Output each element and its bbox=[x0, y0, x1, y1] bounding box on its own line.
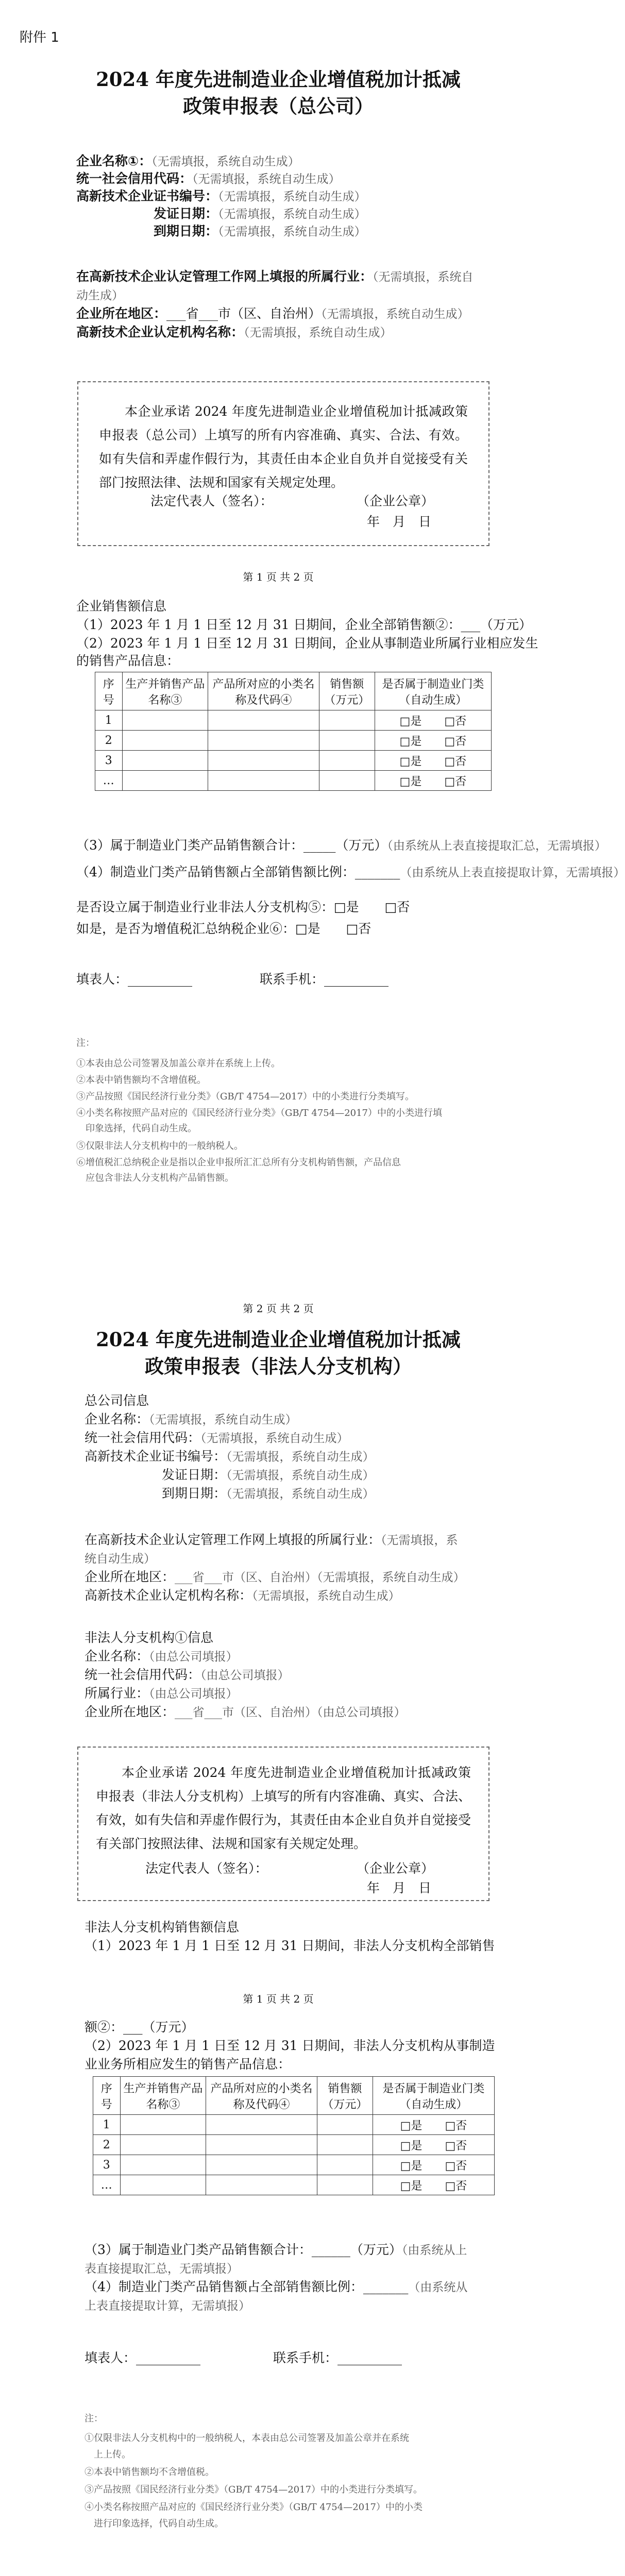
doc1-q2-line1: （2）2023 年 1 月 1 日至 12 月 31 日期间，企业从事制造业所属行业相应发生 bbox=[76, 636, 538, 651]
cell-seq: … bbox=[93, 2175, 121, 2195]
cell-product[interactable] bbox=[120, 2155, 206, 2175]
doc1-field-credit-code: 统一社会信用代码：（无需填报，系统自动生成） bbox=[76, 171, 341, 186]
doc2-pledge-box bbox=[77, 1747, 489, 1901]
th-is-mfg: 是否属于制造业门类（自动生成） bbox=[373, 2077, 494, 2115]
table-row bbox=[95, 771, 492, 791]
table-row bbox=[95, 751, 492, 771]
cell-is-mfg: □是 □否 bbox=[375, 771, 491, 791]
doc1-q2-line2: 的销售产品信息： bbox=[76, 653, 180, 668]
cell-sales[interactable] bbox=[319, 710, 375, 731]
cell-sales[interactable] bbox=[317, 2175, 373, 2195]
th-sales: 销售额（万元） bbox=[317, 2077, 373, 2115]
th-product: 生产并销售产品名称③ bbox=[122, 672, 208, 710]
th-is-mfg: 是否属于制造业门类（自动生成） bbox=[375, 672, 491, 710]
cell-product[interactable] bbox=[122, 751, 208, 771]
cell-is-mfg: □是 □否 bbox=[375, 751, 491, 771]
doc2-phone: 联系手机：__________ bbox=[273, 2350, 402, 2365]
doc1-note-5: ⑤仅限非法人分支机构中的一般纳税人。 bbox=[76, 1141, 243, 1151]
doc2-br-field-area: 企业所在地区：___省___市（区、自治州）（由总公司填报） bbox=[85, 1704, 406, 1719]
doc2-field-industry-cont: 统自动生成） bbox=[85, 1552, 156, 1566]
doc2-branch-heading: 非法人分支机构①信息 bbox=[85, 1630, 214, 1645]
doc2-q4: （4）制造业门类产品销售额占全部销售额比例：_______（由系统从 bbox=[85, 2279, 468, 2294]
doc1-title-line2: 政策申报表（总公司） bbox=[183, 95, 374, 117]
doc1-note-3: ③产品按照《国民经济行业分类》（GB/T 4754—2017）中的小类进行分类填写。 bbox=[76, 1091, 415, 1102]
doc1-seal: （企业公章） bbox=[357, 494, 434, 509]
cell-seq: 1 bbox=[95, 710, 123, 731]
cell-seq: 2 bbox=[95, 731, 123, 751]
cell-class[interactable] bbox=[206, 2115, 317, 2135]
doc1-note-2: ②本表中销售额均不含增值税。 bbox=[76, 1075, 206, 1086]
doc2-q1-line2: 额②：___（万元） bbox=[85, 2020, 194, 2035]
cell-class[interactable] bbox=[206, 2135, 317, 2155]
doc1-field-name: 企业名称①：（无需填报，系统自动生成） bbox=[76, 154, 300, 168]
doc2-br-field-credit-code: 统一社会信用代码：（由总公司填报） bbox=[85, 1667, 290, 1682]
doc2-filler: 填表人：__________ bbox=[85, 2350, 201, 2365]
doc2-note-2: ②本表中销售额均不含增值税。 bbox=[85, 2467, 214, 2478]
doc1-pledge-box bbox=[77, 381, 489, 546]
doc2-field-agency: 高新技术企业认定机构名称：（无需填报，系统自动生成） bbox=[85, 1588, 400, 1603]
doc1-note-4b: 印象选择，代码自动生成。 bbox=[76, 1123, 197, 1134]
doc1-date: 年 月 日 bbox=[367, 514, 432, 529]
table-row bbox=[93, 2135, 495, 2155]
th-class: 产品所对应的小类名称及代码④ bbox=[208, 672, 319, 710]
cell-seq: … bbox=[95, 771, 123, 791]
cell-sales[interactable] bbox=[317, 2155, 373, 2175]
cell-class[interactable] bbox=[208, 751, 319, 771]
cell-sales[interactable] bbox=[319, 771, 375, 791]
th-sales: 销售额（万元） bbox=[319, 672, 375, 710]
cell-is-mfg: □是 □否 bbox=[373, 2115, 494, 2135]
table-row bbox=[95, 710, 492, 731]
doc2-page-indicator: 第 1 页 共 2 页 bbox=[243, 1993, 314, 2005]
doc2-hq-heading: 总公司信息 bbox=[85, 1393, 149, 1408]
doc2-legal-rep: 法定代表人（签名）： bbox=[145, 1861, 268, 1876]
cell-product[interactable] bbox=[122, 771, 208, 791]
cell-class[interactable] bbox=[206, 2175, 317, 2195]
cell-class[interactable] bbox=[208, 771, 319, 791]
th-product: 生产并销售产品名称③ bbox=[120, 2077, 206, 2115]
doc2-q4-cont: 上表直接提取计算，无需填报） bbox=[85, 2299, 250, 2313]
doc2-note-4b: 进行印象选择，代码自动生成。 bbox=[85, 2518, 224, 2529]
doc1-field-issue-date: 发证日期：（无需填报，系统自动生成） bbox=[154, 206, 366, 221]
cell-sales[interactable] bbox=[317, 2115, 373, 2135]
cell-class[interactable] bbox=[206, 2155, 317, 2175]
doc1-q3: （3）属于制造业门类产品销售额合计：_____（万元）（由系统从上表直接提取汇总，无需填报） bbox=[76, 838, 606, 853]
cell-class[interactable] bbox=[208, 731, 319, 751]
doc2-field-name: 企业名称：（无需填报，系统自动生成） bbox=[85, 1412, 297, 1427]
doc1-page-indicator: 第 1 页 共 2 页 bbox=[243, 571, 314, 583]
doc1-legal-rep: 法定代表人（签名）： bbox=[150, 494, 273, 509]
doc2-field-credit-code: 统一社会信用代码：（无需填报，系统自动生成） bbox=[85, 1430, 349, 1445]
doc2-sales-table bbox=[93, 2076, 495, 2195]
doc1-note-6: ⑥增值税汇总纳税企业是指以企业申报所汇汇总所有分支机构销售额，产品信息 bbox=[76, 1157, 401, 1168]
doc2-note-1b: 上上传。 bbox=[85, 2449, 131, 2460]
doc2-note-1: ①仅限非法人分支机构中的一般纳税人，本表由总公司签署及加盖公章并在系统 bbox=[85, 2433, 409, 2444]
doc1-field-expiry-date: 到期日期：（无需填报，系统自动生成） bbox=[154, 224, 366, 239]
doc2-pledge-text: 本企业承诺 2024 年度先进制造业企业增值税加计抵减政策申报表（非法人分支机构）上填写的所有内容准确、真实、合法、有效，如有失信和弄虚作假行为，其责任由本企业自负并自觉接受有关部门按照法律、法规和国家有关规定处理。 bbox=[96, 1765, 471, 1851]
cell-seq: 3 bbox=[93, 2155, 121, 2175]
doc2-field-cert-no: 高新技术企业证书编号：（无需填报，系统自动生成） bbox=[85, 1449, 375, 1464]
th-seq: 序号 bbox=[95, 672, 123, 710]
doc1-note-6b: 应包含非法人分支机构产品销售额。 bbox=[76, 1173, 234, 1183]
doc1-note-4: ④小类名称按照产品对应的《国民经济行业分类》（GB/T 4754—2017）中的小类进行填 bbox=[76, 1108, 443, 1118]
doc2-note-4: ④小类名称按照产品对应的《国民经济行业分类》（GB/T 4754—2017）中的小类 bbox=[85, 2502, 423, 2513]
doc1-pledge-text: 本企业承诺 2024 年度先进制造业企业增值税加计抵减政策申报表（总公司）上填写的所有内容准确、真实、合法、有效。如有失信和弄虚作假行为，其责任由本企业自负并自觉接受有关部门按照法律、法规和国家有关规定处理。 bbox=[99, 404, 468, 490]
cell-is-mfg: □是 □否 bbox=[375, 731, 491, 751]
doc2-field-industry: 在高新技术企业认定管理工作网上填报的所属行业：（无需填报，系 bbox=[85, 1532, 458, 1547]
cell-product[interactable] bbox=[122, 710, 208, 731]
cell-class[interactable] bbox=[208, 710, 319, 731]
doc2-br-field-name: 企业名称：（由总公司填报） bbox=[85, 1649, 238, 1664]
cell-is-mfg: □是 □否 bbox=[373, 2175, 494, 2195]
doc1-filler: 填表人：__________ bbox=[76, 972, 193, 987]
cell-is-mfg: □是 □否 bbox=[375, 710, 491, 731]
doc1-field-area: 企业所在地区：___省___市（区、自治州）（无需填报，系统自动生成） bbox=[76, 306, 469, 321]
cell-seq: 2 bbox=[93, 2135, 121, 2155]
doc1-sales-heading: 企业销售额信息 bbox=[76, 599, 167, 614]
doc1-branch-question: 是否设立属于制造业行业非法人分支机构⑤：□是 □否 bbox=[76, 900, 410, 914]
th-seq: 序号 bbox=[93, 2077, 121, 2115]
th-class: 产品所对应的小类名称及代码④ bbox=[206, 2077, 317, 2115]
table-row bbox=[95, 731, 492, 751]
doc1-field-industry-cont: 动生成） bbox=[76, 289, 124, 302]
doc2-q3: （3）属于制造业门类产品销售额合计：______（万元）（由系统从上 bbox=[85, 2242, 467, 2257]
cell-is-mfg: □是 □否 bbox=[373, 2155, 494, 2175]
table-header-row bbox=[93, 2077, 495, 2115]
doc1-field-agency: 高新技术企业认定机构名称：（无需填报，系统自动生成） bbox=[76, 325, 392, 340]
doc2-seal: （企业公章） bbox=[357, 1861, 434, 1876]
cell-seq: 3 bbox=[95, 751, 123, 771]
doc1-note-1: ①本表由总公司签署及加盖公章并在系统上上传。 bbox=[76, 1058, 280, 1069]
cell-product[interactable] bbox=[120, 2135, 206, 2155]
cell-is-mfg: □是 □否 bbox=[373, 2135, 494, 2155]
cell-product[interactable] bbox=[120, 2175, 206, 2195]
cell-seq: 1 bbox=[93, 2115, 121, 2135]
doc1-notes-heading: 注： bbox=[76, 1038, 95, 1048]
doc2-q2-line2: 业业务所相应发生的销售产品信息： bbox=[85, 2057, 291, 2072]
doc2-notes-heading: 注： bbox=[85, 2413, 103, 2424]
table-row bbox=[93, 2155, 495, 2175]
doc2-field-issue-date: 发证日期：（无需填报，系统自动生成） bbox=[162, 1467, 375, 1482]
table-row bbox=[93, 2175, 495, 2195]
doc1-sales-table bbox=[95, 672, 492, 791]
cell-sales[interactable] bbox=[317, 2135, 373, 2155]
cell-product[interactable] bbox=[122, 731, 208, 751]
doc2-q2-line1: （2）2023 年 1 月 1 日至 12 月 31 日期间，非法人分支机构从事制造 bbox=[85, 2038, 495, 2053]
doc1-q1: （1）2023 年 1 月 1 日至 12 月 31 日期间，企业全部销售额②：___（万元） bbox=[76, 617, 532, 632]
annex-label: 附件 1 bbox=[20, 30, 59, 45]
doc2-q3-cont: 表直接提取汇总，无需填报） bbox=[85, 2262, 239, 2276]
doc2-br-field-industry: 所属行业：（由总公司填报） bbox=[85, 1686, 238, 1701]
doc2-title-line2: 政策申报表（非法人分支机构） bbox=[145, 1355, 412, 1378]
doc2-sales-heading: 非法人分支机构销售额信息 bbox=[85, 1920, 240, 1935]
cell-sales[interactable] bbox=[319, 751, 375, 771]
cell-product[interactable] bbox=[120, 2115, 206, 2135]
doc2-q1-line1: （1）2023 年 1 月 1 日至 12 月 31 日期间，非法人分支机构全部销售 bbox=[85, 1938, 495, 1953]
doc1-field-cert-no: 高新技术企业证书编号：（无需填报，系统自动生成） bbox=[76, 189, 366, 204]
doc1-phone: 联系手机：__________ bbox=[260, 972, 389, 987]
doc1-page-indicator-2: 第 2 页 共 2 页 bbox=[243, 1302, 314, 1315]
doc2-title-line1: 2024 年度先进制造业企业增值税加计抵减 bbox=[96, 1328, 461, 1351]
doc1-branch-vat-question: 如是，是否为增值税汇总纳税企业⑥：□是 □否 bbox=[76, 921, 371, 936]
doc2-date: 年 月 日 bbox=[367, 1880, 432, 1895]
cell-sales[interactable] bbox=[319, 731, 375, 751]
table-row bbox=[93, 2115, 495, 2135]
doc2-field-area: 企业所在地区：___省___市（区、自治州）（无需填报，系统自动生成） bbox=[85, 1569, 465, 1584]
doc1-field-industry: 在高新技术企业认定管理工作网上填报的所属行业：（无需填报，系统自 bbox=[76, 269, 474, 284]
doc1-title-line1: 2024 年度先进制造业企业增值税加计抵减 bbox=[96, 68, 461, 91]
doc2-note-3: ③产品按照《国民经济行业分类》（GB/T 4754—2017）中的小类进行分类填写。 bbox=[85, 2484, 423, 2495]
doc1-q4: （4）制造业门类产品销售额占全部销售额比例：_______（由系统从上表直接提取计算，无需填报） bbox=[76, 865, 625, 879]
table-header-row bbox=[95, 672, 492, 710]
doc2-field-expiry-date: 到期日期：（无需填报，系统自动生成） bbox=[162, 1486, 375, 1501]
